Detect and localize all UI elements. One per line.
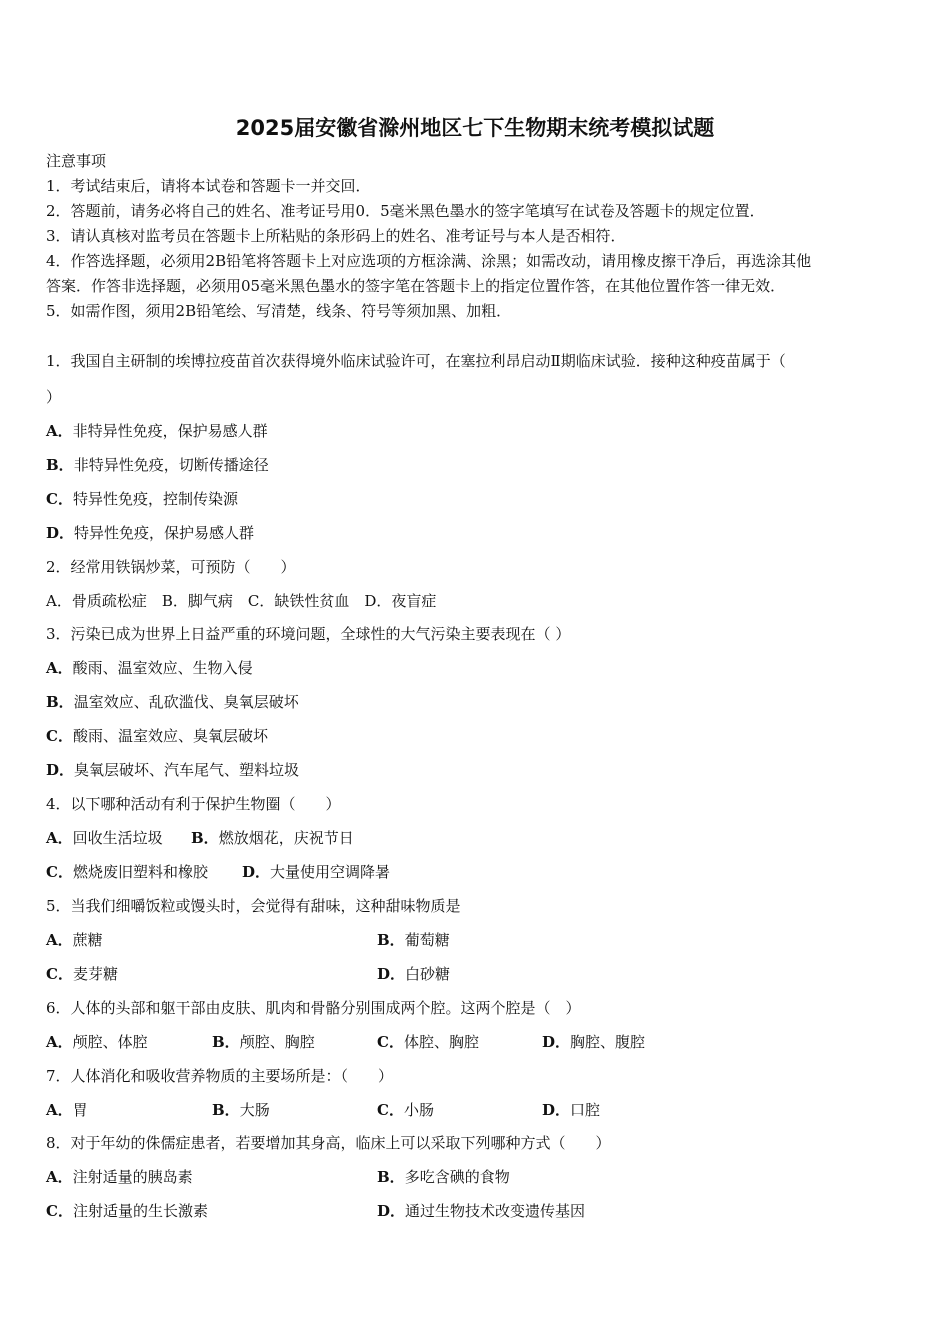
option-c: C．酸雨、温室效应、臭氧层破坏 xyxy=(46,727,268,745)
option-c: C．体腔、胸腔 xyxy=(377,1033,479,1051)
option-c: C．麦芽糖 xyxy=(46,965,118,983)
option-d: D．臭氧层破坏、汽车尾气、塑料垃圾 xyxy=(46,761,300,779)
option-d: D．口腔 xyxy=(542,1101,601,1119)
option-b: B．颅腔、胸腔 xyxy=(212,1033,315,1051)
question-stem: 8．对于年幼的侏儒症患者，若要增加其身高，临床上可以采取下列哪种方式（ ） xyxy=(46,1134,611,1152)
option-a: A．蔗糖 xyxy=(46,931,103,949)
option-a: A．注射适量的胰岛素 xyxy=(46,1168,193,1186)
notice-item: 2．答题前，请务必将自己的姓名、准考证号用0．5毫米黑色墨水的签字笔填写在试卷及答题卡的规定位置． xyxy=(46,202,765,220)
option-b: B．葡萄糖 xyxy=(377,931,450,949)
question-stem: 6．人体的头部和躯干部由皮肤、肌肉和骨骼分别围成两个腔。这两个腔是（ ） xyxy=(46,999,581,1017)
option-c: C．注射适量的生长激素 xyxy=(46,1202,208,1220)
question-stem: 5．当我们细嚼饭粒或馒头时，会觉得有甜味，这种甜味物质是 xyxy=(46,897,461,915)
option-c: C．燃烧废旧塑料和橡胶 xyxy=(46,863,208,881)
option-d: D．白砂糖 xyxy=(377,965,451,983)
question-stem: 7．人体消化和吸收营养物质的主要场所是：（ ） xyxy=(46,1067,394,1085)
question-stem-continued: ） xyxy=(46,388,62,406)
notice-item: 答案．作答非选择题，必须用05毫米黑色墨水的签字笔在答题卡上的指定位置作答，在其他位置作答一律无效． xyxy=(46,277,786,295)
question-stem: 1．我国自主研制的埃博拉疫苗首次获得境外临床试验许可，在塞拉利昂启动Ⅱ期临床试验．接种这种疫苗属于（ xyxy=(46,352,786,370)
option-d: D．胸腔、腹腔 xyxy=(542,1033,646,1051)
question-stem: 4．以下哪种活动有利于保护生物圈（ ） xyxy=(46,795,341,813)
option-a: A．胃 xyxy=(46,1101,88,1119)
option-a: A．酸雨、温室效应、生物入侵 xyxy=(46,659,253,677)
option-b: B．温室效应、乱砍滥伐、臭氧层破坏 xyxy=(46,693,299,711)
option-d: D．通过生物技术改变遗传基因 xyxy=(377,1202,586,1220)
question-stem: 2．经常用铁锅炒菜，可预防（ ） xyxy=(46,558,296,576)
notice-item: 1．考试结束后，请将本试卷和答题卡一并交回． xyxy=(46,177,371,195)
page-title: 2025届安徽省滁州地区七下生物期末统考模拟试题 xyxy=(235,116,715,140)
notice-heading: 注意事项 xyxy=(46,152,107,170)
question-stem: 3．污染已成为世界上日益严重的环境问题，全球性的大气污染主要表现在（ ） xyxy=(46,625,571,643)
option-a: A．回收生活垃圾 xyxy=(46,829,163,847)
option-d: D．大量使用空调降暑 xyxy=(242,863,391,881)
question-options-inline: A．骨质疏松症 B．脚气病 C．缺铁性贫血 D．夜盲症 xyxy=(46,592,437,610)
option-b: B．非特异性免疫，切断传播途径 xyxy=(46,456,269,474)
option-b: B．大肠 xyxy=(212,1101,270,1119)
option-b: B．多吃含碘的食物 xyxy=(377,1168,510,1186)
notice-item: 4．作答选择题，必须用2B铅笔将答题卡上对应选项的方框涂满、涂黑；如需改动，请用橡皮擦干净后，再选涂其他 xyxy=(46,252,812,270)
notice-item: 3．请认真核对监考员在答题卡上所粘贴的条形码上的姓名、准考证号与本人是否相符． xyxy=(46,227,626,245)
option-b: B．燃放烟花，庆祝节日 xyxy=(191,829,354,847)
notice-item: 5．如需作图，须用2B铅笔绘、写清楚，线条、符号等须加黑、加粗． xyxy=(46,302,512,320)
option-c: C．特异性免疫，控制传染源 xyxy=(46,490,238,508)
option-d: D．特异性免疫，保护易感人群 xyxy=(46,524,255,542)
option-c: C．小肠 xyxy=(377,1101,434,1119)
option-a: A．颅腔、体腔 xyxy=(46,1033,148,1051)
option-a: A．非特异性免疫，保护易感人群 xyxy=(46,422,268,440)
